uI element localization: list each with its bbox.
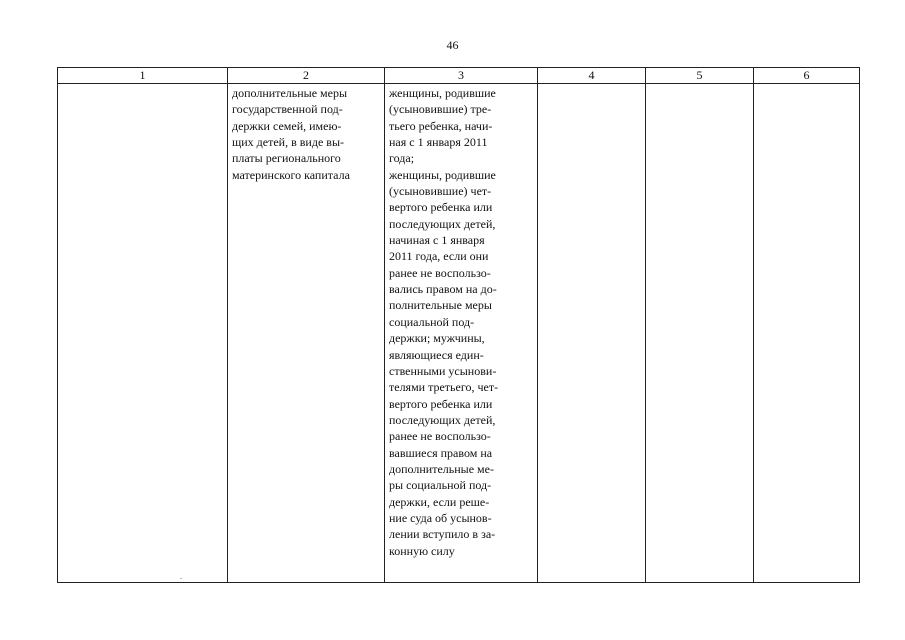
- page-number: 46: [446, 38, 459, 52]
- column-header-6: 6: [754, 68, 860, 84]
- cell-text-col1: [58, 84, 227, 85]
- table-cell-col4: [538, 84, 646, 583]
- column-header-1: 1: [58, 68, 228, 84]
- column-header-4: 4: [538, 68, 646, 84]
- table-cell-col3: [385, 84, 538, 583]
- table-cell-col6: [754, 84, 860, 583]
- column-header-3: 3: [385, 68, 538, 84]
- cell-text-col6: [754, 84, 859, 85]
- benefits-table: [57, 67, 860, 583]
- eligible-recipients-text: женщины, родившие (усыновившие) тре- тьего ребенка, начи- ная с 1 января 2011 года; женщины, родившие (усыновившие) чет- вертого ребенка или последующих детей, начиная с 1 января 2011 года, если они ранее не воспользо- вались правом на до- полнительные меры социальной под- держки; мужчины, являющиеся един- ственными усынови- телями третьего, чет- вертого ребенка или последующих детей, ранее не воспользо- вавшиеся правом на дополнительные ме- ры социальной под- держки, если реше- ние суда об усынов- лении вступило в за- конную силу: [389, 86, 499, 558]
- table-header-row: [58, 68, 860, 84]
- column-header-5: 5: [646, 68, 754, 84]
- support-measure-text: дополнительные меры государственной под- держки семей, имею- щих детей, в виде вы- платы регионального материнского капитала: [232, 86, 350, 182]
- scan-speck: [180, 578, 182, 579]
- table-cell-col5: [646, 84, 754, 583]
- table-cell-col1: [58, 84, 228, 583]
- cell-text-col4: [538, 84, 645, 85]
- cell-text-col5: [646, 84, 753, 85]
- table-row: [58, 84, 860, 583]
- table-cell-col2: [228, 84, 385, 583]
- column-header-2: 2: [228, 68, 385, 84]
